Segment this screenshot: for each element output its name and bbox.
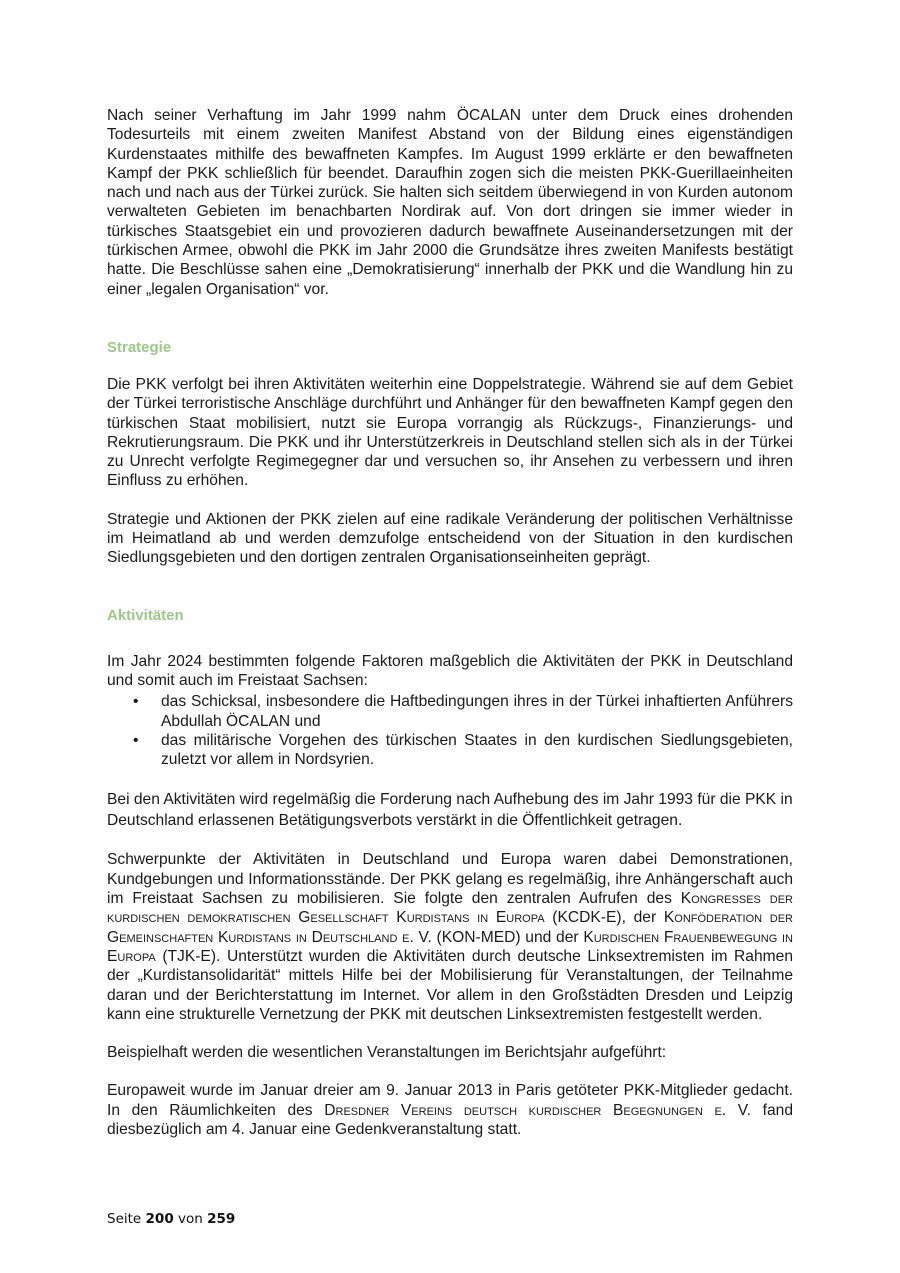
organization-name: Dresdner Vereins deutsch kurdischer Begegnungen e. V. xyxy=(324,1101,752,1119)
current-page-number: 200 xyxy=(145,1211,174,1227)
paragraph-beispielhaft: Beispielhaft werden die wesentlichen Veranstaltungen im Berichtsjahr aufgeführt: xyxy=(107,1044,667,1062)
bullet-icon: • xyxy=(133,731,139,749)
list-item xyxy=(107,692,793,731)
total-pages: 259 xyxy=(207,1211,236,1227)
page-footer xyxy=(107,1211,235,1227)
list-item-text: das Schicksal, insbesondere die Haftbedingungen ihres in der Türkei inhaftierten Anführers Abdullah ÖCALAN und xyxy=(161,693,793,730)
paragraph-strategie-aktionen: Strategie und Aktionen der PKK zielen auf eine radikale Veränderung der politischen Verhältnisse im Heimatland ab und werden demzufolge entscheidend von der Situation in den kurdischen Siedlungsgebieten und den dortigen zentralen Organisationseinheiten geprägt. xyxy=(107,510,793,567)
list-item xyxy=(107,731,793,770)
heading-aktivitaeten: Aktivitäten xyxy=(107,606,184,624)
bullet-icon: • xyxy=(133,693,139,711)
paragraph-europaweit: Europaweit wurde im Januar dreier am 9. Januar 2013 in Paris getöteter PKK-Mitglieder gedacht. In den Räumlichkeiten des Dresdner Vereins deutsch kurdischer Begegnungen e. V. fand diesbezüglich am 4. Januar eine Gedenkveranstaltung statt. xyxy=(107,1082,794,1138)
organization-name: Kurdischen Frauenbewegung in Europa xyxy=(107,928,793,965)
footer-prefix: Seite xyxy=(107,1211,142,1227)
organization-name: Konföderation der Gemeinschaften Kurdistans in Deutschland e. V. xyxy=(107,909,794,946)
paragraph-faktoren: Im Jahr 2024 bestimmten folgende Faktoren maßgeblich die Aktivitäten der PKK in Deutschland und somit auch im Freistaat Sachsen: xyxy=(107,652,793,689)
footer-middle: von xyxy=(178,1211,203,1227)
list-item-text: das militärische Vorgehen des türkischen Staates in den kurdischen Siedlungsgebieten, zuletzt vor allem in Nordsyrien. xyxy=(161,731,793,769)
paragraph-betaetigungsverbot: Bei den Aktivitäten wird regelmäßig die Forderung nach Aufhebung des im Jahr 1993 für die PKK in Deutschland erlassenen Betätigungsverbots verstärkt in die Öffentlichkeit getragen. xyxy=(107,791,793,829)
paragraph-schwerpunkte: Schwerpunkte der Aktivitäten in Deutschland und Europa waren dabei Demonstrationen, Kundgebungen und Informationsstände. Der PKK gelang es regelmäßig, ihre Anhängerschaft auch im Freistaat Sachsen zu mobilisieren. Sie folgte den zentralen Aufrufen des Kongresses der kurdischen demokratischen Gesellschaft Kurdistans in Europa (KCDK-E), der Konföderation der Gemeinschaften Kurdistans in Deutschland e. V. (KON-MED) und der Kurdischen Frauenbewegung in Europa (TJK-E). Unterstützt wurden die Aktivitäten durch deutsche Linksextremisten im Rahmen der „Kurdistansolidarität“ mittels Hilfe bei der Mobilisierung für Veranstaltungen, der Teilnahme daran und der Berichterstattung im Internet. Vor allem in den Großstädten Dresden und Leipzig kann eine strukturelle Vernetzung der PKK mit deutschen Linksextremisten festgestellt werden. xyxy=(107,851,794,1023)
heading-strategie: Strategie xyxy=(107,338,172,356)
paragraph-doppelstrategie: Die PKK verfolgt bei ihren Aktivitäten weiterhin eine Doppelstrategie. Während sie auf dem Gebiet der Türkei terroristische Anschläge durchführt und Anhänger für den bewaffneten Kampf gegen den türkischen Staat mobilisiert, nutzt sie Europa vorrangig als Rückzugs-, Finanzierungs- und Rekrutierungsraum. Die PKK und ihr Unterstützerkreis in Deutschland stellen sich als in der Türkei zu Unrecht verfolgte Regimegegner dar und versuchen so, ihr Ansehen zu verbessern und ihren Einfluss zu erhöhen. xyxy=(107,375,793,490)
factor-list xyxy=(107,692,793,769)
organization-name: Kongresses der kurdischen demokratischen Gesellschaft Kurdistans in Europa xyxy=(107,890,793,927)
paragraph-verhaftung: Nach seiner Verhaftung im Jahr 1999 nahm ÖCALAN unter dem Druck eines drohenden Todesurteils mit einem zweiten Manifest Abstand von der Bildung eines eigenständigen Kurdenstaates mithilfe des bewaffneten Kampfes. Im August 1999 erklärte er den bewaffneten Kampf der PKK schließlich für beendet. Daraufhin zogen sich die meisten PKK-Guerillaeinheiten nach und nach aus der Türkei zurück. Sie halten sich seitdem überwiegend in von Kurden autonom verwalteten Gebieten im benachbarten Nordirak auf. Von dort dringen sie immer wieder in türkisches Staatsgebiet ein und provozieren dadurch bewaffnete Auseinandersetzungen mit der türkischen Armee, obwohl die PKK im Jahr 2000 die Grundsätze ihres zweiten Manifests bestätigt hatte. Die Beschlüsse sahen eine „Demokratisierung“ innerhalb der PKK und die Wandlung hin zu einer „legalen Organisation“ vor. xyxy=(107,107,793,298)
page-content xyxy=(107,106,793,1139)
